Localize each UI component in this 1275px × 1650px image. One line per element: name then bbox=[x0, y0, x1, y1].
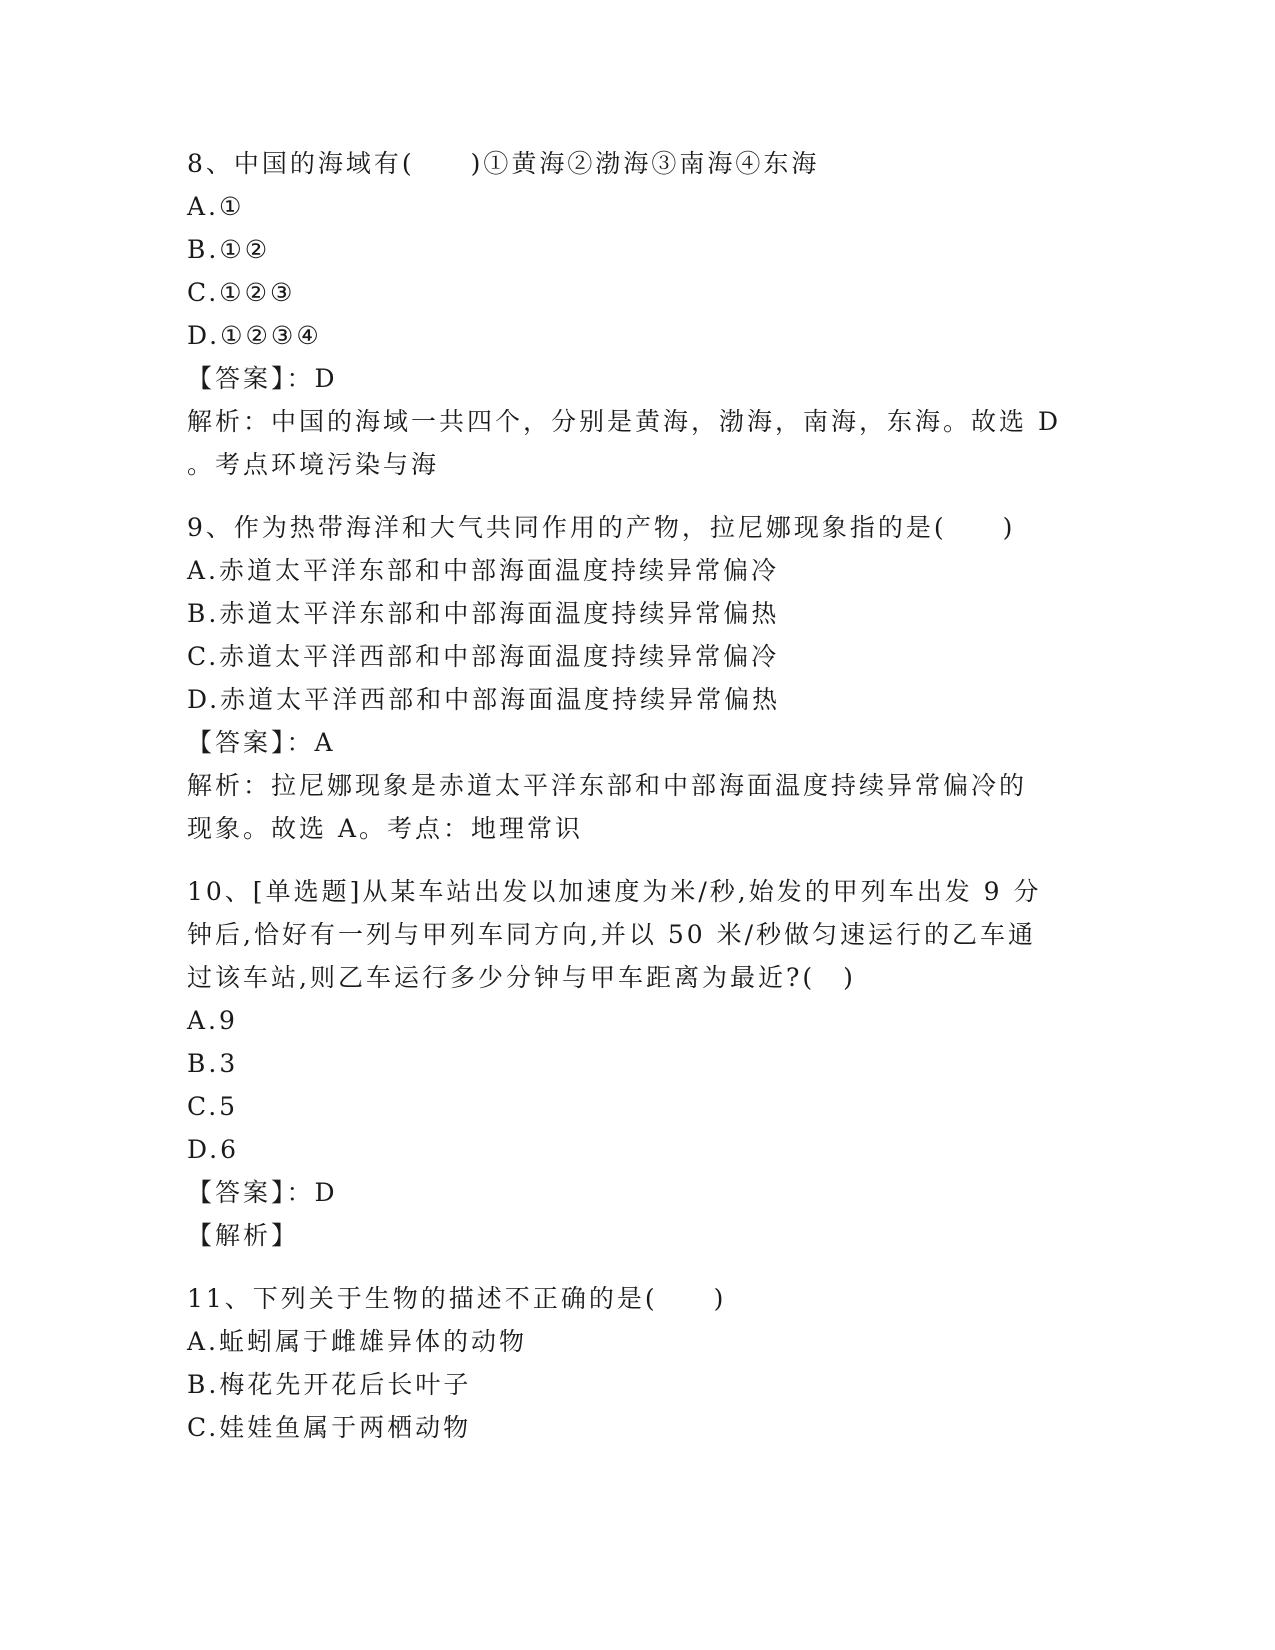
question-10 bbox=[187, 870, 1087, 1257]
question-8 bbox=[187, 142, 1087, 486]
question-9-option-a: A.赤道太平洋东部和中部海面温度持续异常偏冷 bbox=[187, 556, 780, 585]
question-9 bbox=[187, 506, 1087, 850]
question-11-option-c: C.娃娃鱼属于两栖动物 bbox=[187, 1413, 472, 1442]
question-8-analysis-line-2: 。考点环境污染与海 bbox=[187, 450, 440, 479]
question-10-stem-line-3: 过该车站,则乙车运行多少分钟与甲车距离为最近?( ) bbox=[187, 963, 856, 992]
question-8-answer: 【答案】：D bbox=[187, 364, 338, 393]
question-10-option-b: B.3 bbox=[187, 1049, 239, 1078]
question-9-option-b: B.赤道太平洋东部和中部海面温度持续异常偏热 bbox=[187, 599, 780, 628]
question-9-answer: 【答案】：A bbox=[187, 728, 336, 757]
question-8-option-b: B.①② bbox=[187, 235, 271, 264]
document-page bbox=[187, 142, 1087, 1449]
question-8-stem: 8、中国的海域有( )①黄海②渤海③南海④东海 bbox=[187, 149, 820, 178]
question-9-option-c: C.赤道太平洋西部和中部海面温度持续异常偏冷 bbox=[187, 642, 780, 671]
question-8-option-c: C.①②③ bbox=[187, 278, 296, 307]
question-11-option-b: B.梅花先开花后长叶子 bbox=[187, 1370, 472, 1399]
question-9-stem: 9、作为热带海洋和大气共同作用的产物，拉尼娜现象指的是( ) bbox=[187, 513, 1016, 542]
question-9-analysis-line-1: 解析：拉尼娜现象是赤道太平洋东部和中部海面温度持续异常偏冷的 bbox=[187, 771, 1028, 800]
question-8-option-d: D.①②③④ bbox=[187, 321, 322, 350]
question-11 bbox=[187, 1277, 1087, 1449]
spacer bbox=[187, 850, 1087, 870]
question-10-analysis: 【解析】 bbox=[187, 1221, 300, 1250]
question-8-option-a: A.① bbox=[187, 192, 245, 221]
question-10-stem-line-2: 钟后,恰好有一列与甲列车同方向,并以 50 米/秒做匀速运行的乙车通 bbox=[187, 920, 1037, 949]
spacer bbox=[187, 1257, 1087, 1277]
question-11-option-a: A.蚯蚓属于雌雄异体的动物 bbox=[187, 1327, 528, 1356]
question-10-answer: 【答案】：D bbox=[187, 1178, 338, 1207]
question-9-analysis-line-2: 现象。故选 A。考点：地理常识 bbox=[187, 814, 584, 843]
question-10-option-a: A.9 bbox=[187, 1006, 238, 1035]
question-10-option-c: C.5 bbox=[187, 1092, 239, 1121]
spacer bbox=[187, 486, 1087, 506]
question-11-stem: 11、下列关于生物的描述不正确的是( ) bbox=[187, 1284, 727, 1313]
question-10-option-d: D.6 bbox=[187, 1135, 240, 1164]
question-9-option-d: D.赤道太平洋西部和中部海面温度持续异常偏热 bbox=[187, 685, 781, 714]
question-10-stem-line-1: 10、[单选题]从某车站出发以加速度为米/秒,始发的甲列车出发 9 分 bbox=[187, 877, 1042, 906]
question-8-analysis-line-1: 解析：中国的海域一共四个，分别是黄海，渤海，南海，东海。故选 D bbox=[187, 407, 1061, 436]
